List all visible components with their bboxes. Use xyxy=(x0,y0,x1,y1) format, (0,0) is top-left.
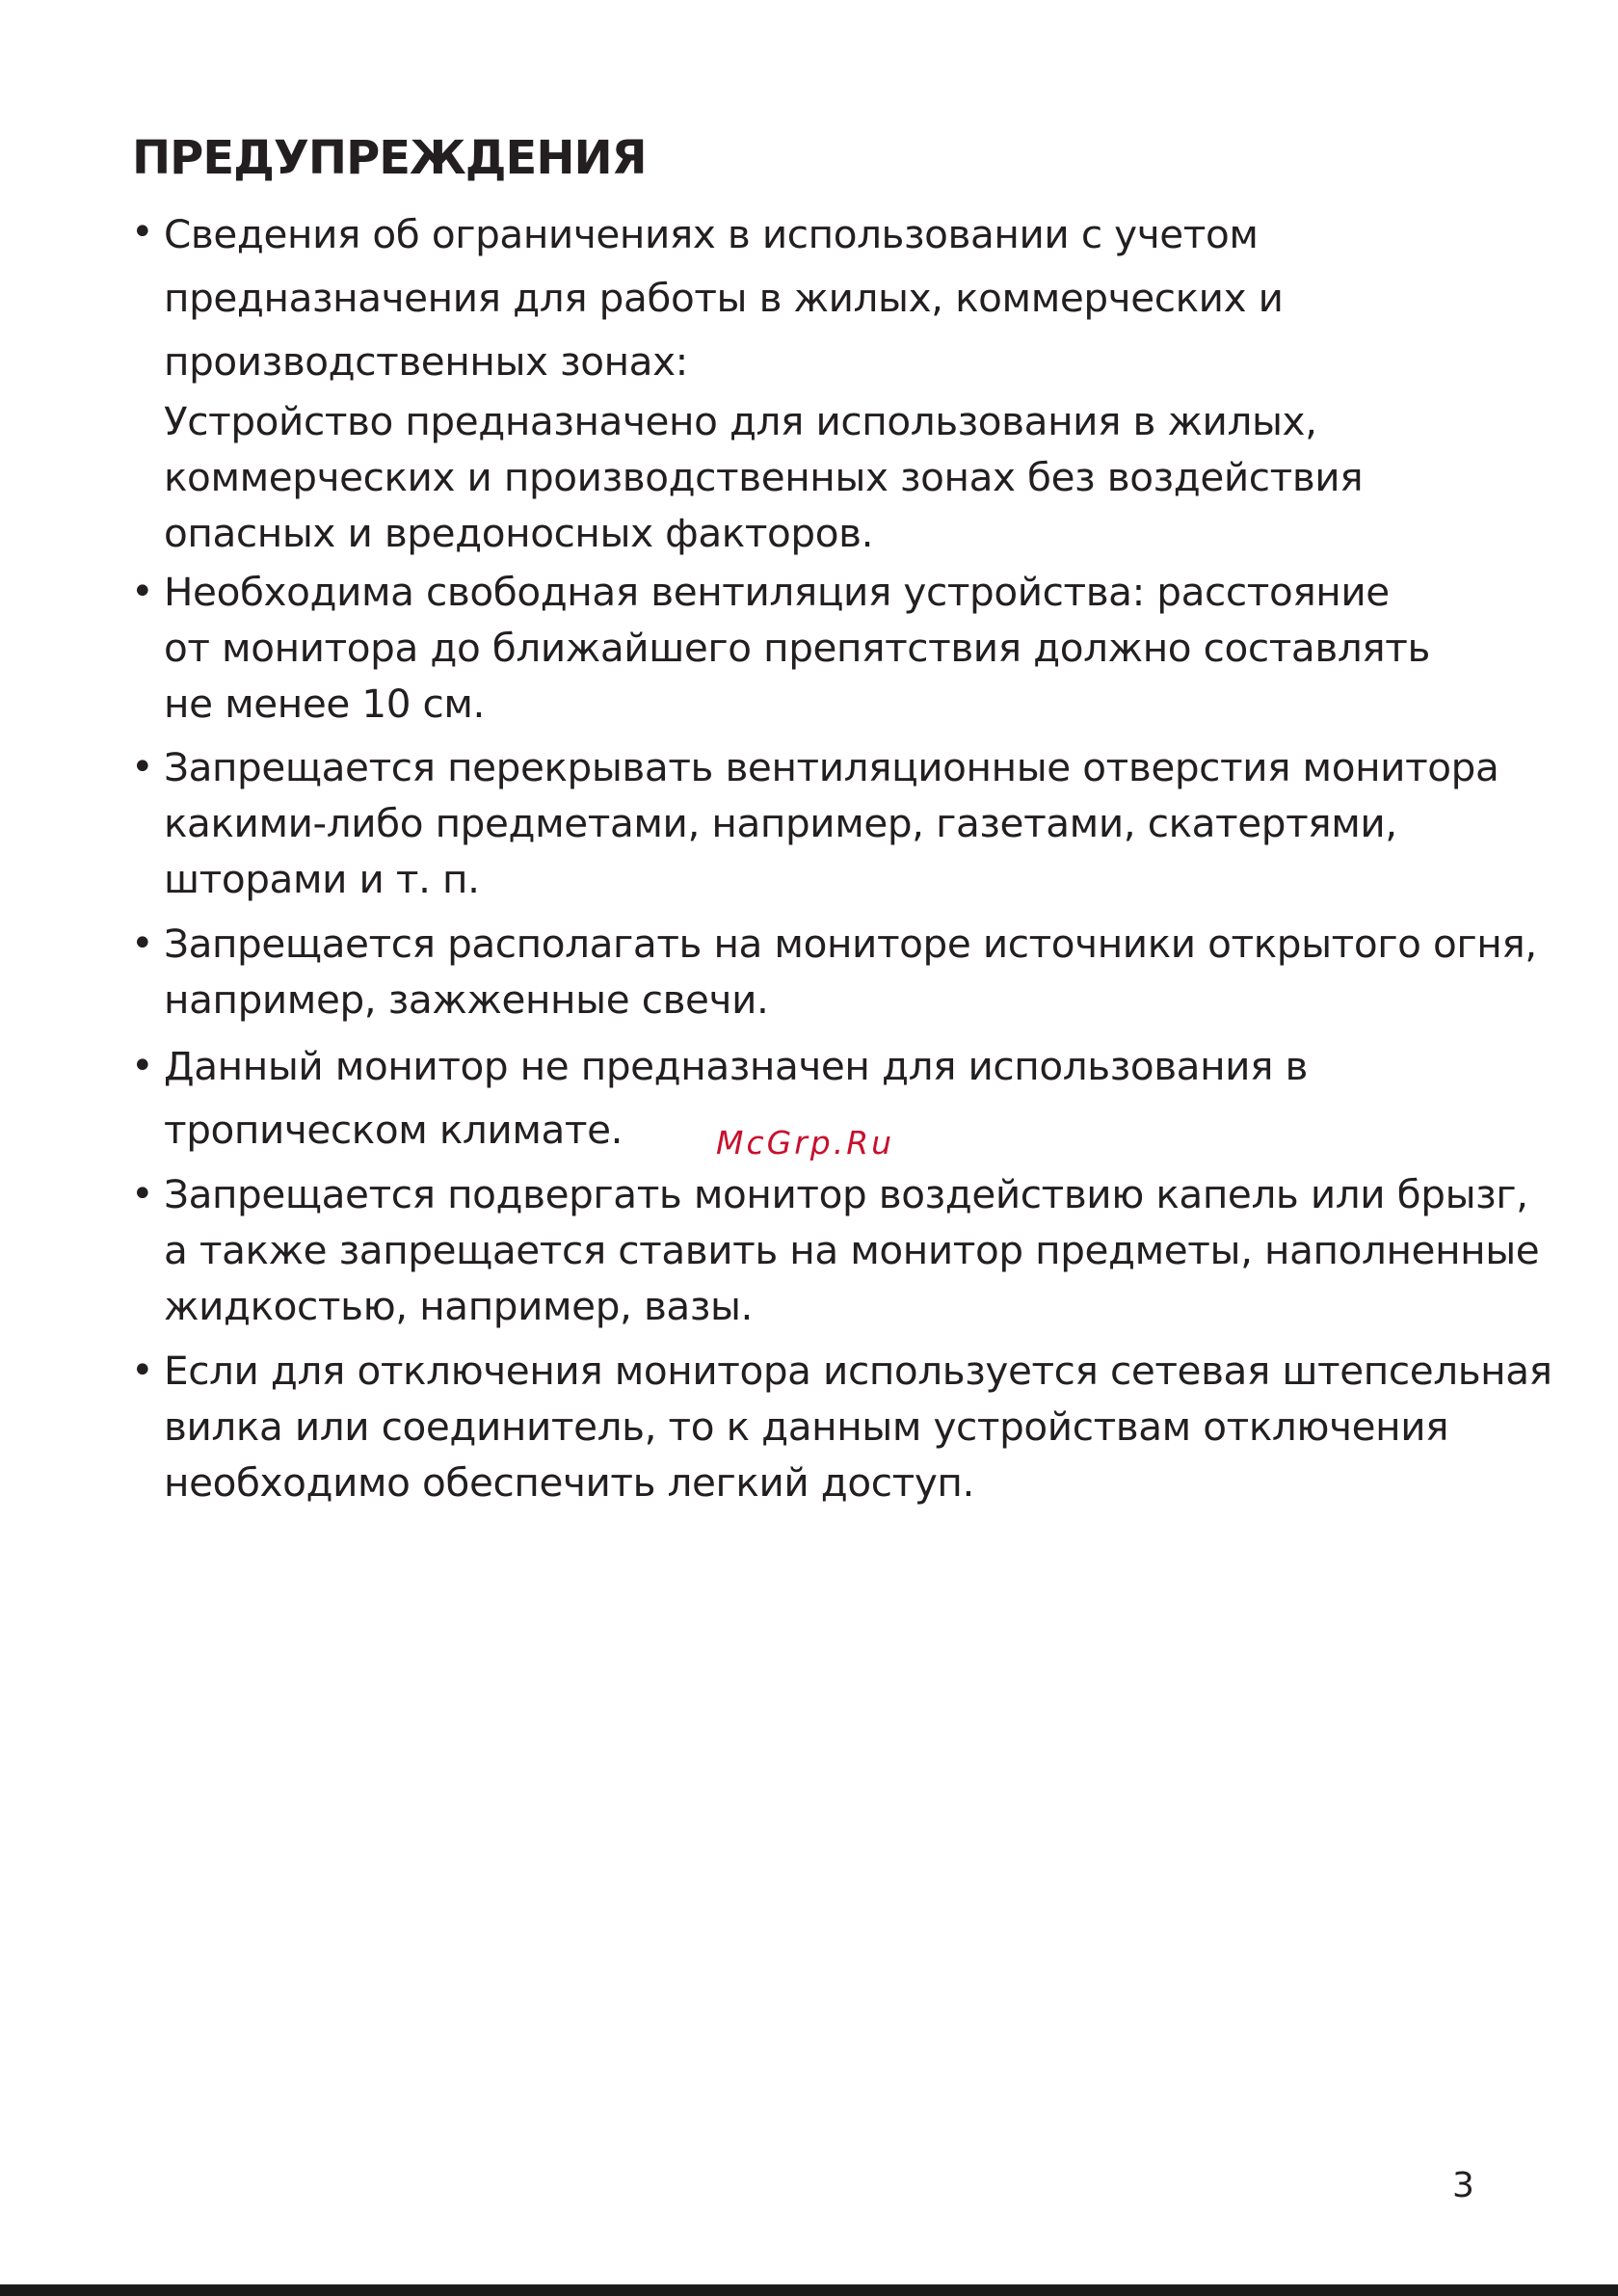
warning-line: вилка или соединитель, то к данным устройствам отключения xyxy=(164,1403,1449,1450)
warning-line: а также запрещается ставить на монитор предметы, наполненные xyxy=(164,1227,1540,1273)
warning-line: производственных зонах: xyxy=(164,338,688,385)
page-title: ПРЕДУПРЕЖДЕНИЯ xyxy=(132,131,647,185)
warning-line: от монитора до ближайшего препятствия должно составлять xyxy=(164,625,1430,671)
warning-line: Запрещается перекрывать вентиляционные отверстия монитора xyxy=(164,744,1499,790)
warning-item xyxy=(131,1343,1552,1510)
warning-line: жидкостью, например, вазы. xyxy=(164,1283,754,1329)
warning-line: коммерческих и производственных зонах без воздействия xyxy=(164,454,1364,500)
bottom-rule xyxy=(0,2284,1618,2296)
warning-item xyxy=(131,202,1513,561)
watermark: McGrp.Ru xyxy=(716,1124,895,1161)
warning-item xyxy=(131,1166,1540,1334)
warning-line: например, зажженные свечи. xyxy=(164,976,769,1023)
bullet-icon: • xyxy=(131,745,154,789)
bullet-icon: • xyxy=(131,1172,154,1216)
warning-line: Запрещается подвергать монитор воздействию капель или брызг, xyxy=(164,1171,1528,1217)
warning-item xyxy=(131,916,1537,1028)
bullet-icon: • xyxy=(131,1348,154,1393)
bullet-icon: • xyxy=(131,570,154,614)
bullet-icon: • xyxy=(131,210,154,254)
warning-line: не менее 10 см. xyxy=(164,681,486,727)
warning-line: Необходима свободная вентиляция устройства: расстояние xyxy=(164,569,1390,615)
page-number: 3 xyxy=(1452,2166,1474,2205)
warning-item xyxy=(131,739,1513,907)
warning-line: Запрещается располагать на мониторе источники открытого огня, xyxy=(164,921,1537,967)
bullet-icon: • xyxy=(131,1044,154,1088)
warning-line: Данный монитор не предназначен для использования в xyxy=(164,1043,1309,1089)
warning-line: Устройство предназначено для использования в жилых, xyxy=(164,398,1317,444)
warning-line: необходимо обеспечить легкий доступ. xyxy=(164,1459,974,1506)
warning-line: шторами и т. п. xyxy=(164,856,480,902)
warning-line: опасных и вредоносных факторов. xyxy=(164,510,874,556)
warning-line: какими-либо предметами, например, газетами, скатертями, xyxy=(164,800,1397,846)
warning-line: Сведения об ограничениях в использовании с учетом xyxy=(164,211,1259,257)
warning-item xyxy=(131,564,1513,732)
bullet-icon: • xyxy=(131,921,154,966)
warning-line: Если для отключения монитора используется сетевая штепсельная xyxy=(164,1348,1552,1394)
warning-line: предназначения для работы в жилых, коммерческих и xyxy=(164,275,1284,321)
warning-line: тропическом климате. xyxy=(164,1107,623,1153)
